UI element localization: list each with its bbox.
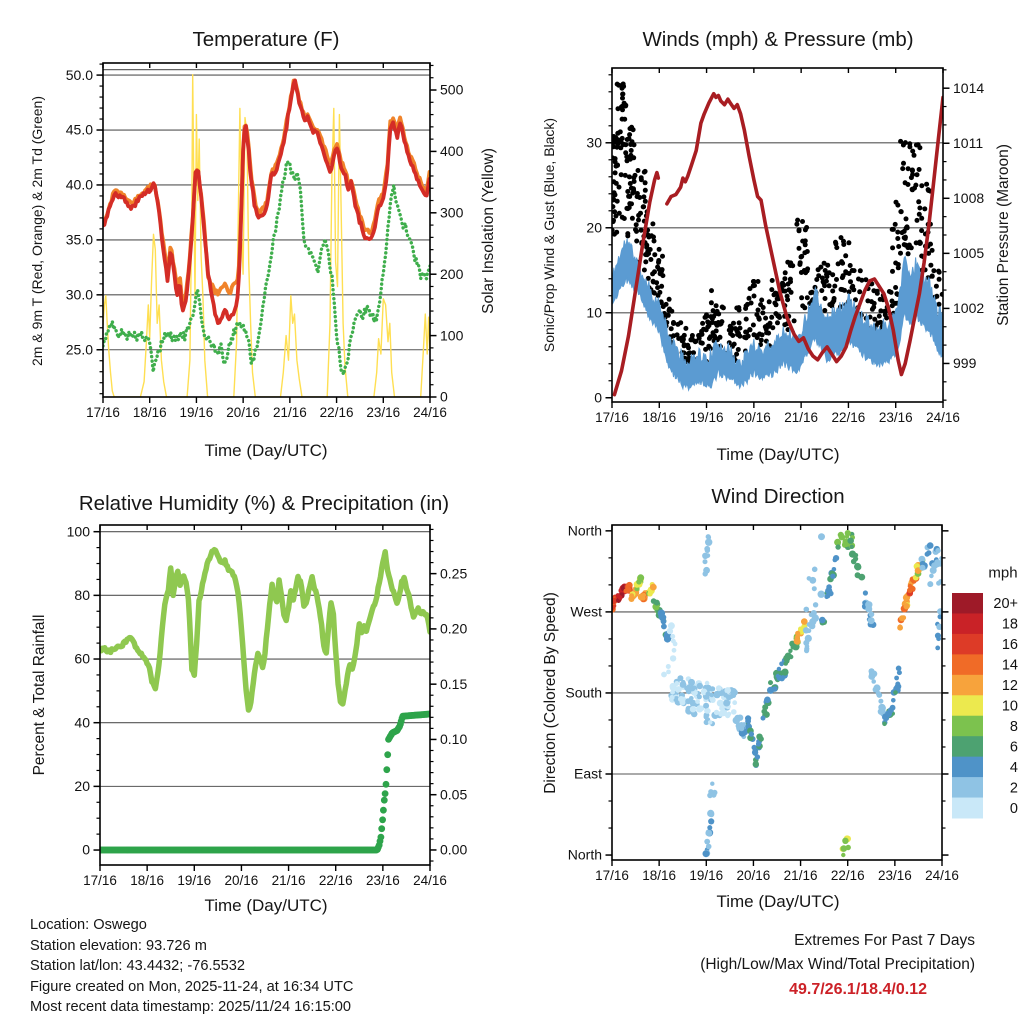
svg-text:23/16: 23/16 [365,873,400,888]
svg-text:100: 100 [66,523,90,540]
svg-text:300: 300 [440,204,464,221]
svg-text:23/16: 23/16 [366,405,401,420]
humidity-xaxis-label: Time (Day/UTC) [204,896,328,915]
svg-text:17/16: 17/16 [83,873,117,888]
svg-text:22/16: 22/16 [830,868,865,883]
wind-direction-scatter [609,530,944,857]
svg-text:25.0: 25.0 [65,341,93,358]
svg-text:16: 16 [1001,637,1018,654]
svg-text:19/16: 19/16 [179,405,214,420]
footer-location: Location: Oswego [30,917,147,933]
svg-text:30: 30 [586,134,602,151]
svg-text:35.0: 35.0 [65,231,93,248]
svg-text:North: North [567,522,602,539]
svg-text:24/16: 24/16 [926,410,960,425]
svg-text:100: 100 [440,327,464,344]
svg-text:18/16: 18/16 [132,405,167,420]
svg-text:22/16: 22/16 [319,405,354,420]
svg-text:60: 60 [74,650,90,667]
wind-direction-xaxis-label: Time (Day/UTC) [716,892,840,911]
svg-text:40.0: 40.0 [65,176,93,193]
svg-text:22/16: 22/16 [831,410,866,425]
svg-text:8: 8 [1009,718,1018,735]
svg-text:21/16: 21/16 [783,868,818,883]
colorbar-title: mph [988,564,1018,582]
speed-colorbar [952,593,1018,819]
svg-text:19/16: 19/16 [177,873,212,888]
temperature-yleft-label: 2m & 9m T (Red, Orange) & 2m Td (Green) [29,96,45,366]
svg-text:1014: 1014 [953,79,985,96]
winds-yright-label: Station Pressure (Maroon) [995,144,1012,326]
extremes-subheading: (High/Low/Max Wind/Total Precipitation) [700,956,975,973]
svg-text:18/16: 18/16 [642,410,677,425]
svg-text:2: 2 [1009,780,1018,797]
svg-text:10: 10 [1001,698,1018,715]
svg-text:18/16: 18/16 [642,868,677,883]
svg-text:0: 0 [594,389,602,406]
svg-text:20/16: 20/16 [226,405,261,420]
svg-text:14: 14 [1001,657,1018,674]
svg-text:45.0: 45.0 [65,121,93,138]
svg-text:East: East [573,765,602,782]
svg-text:200: 200 [440,265,464,282]
wind-direction-chart-title: Wind Direction [711,485,845,508]
svg-text:0: 0 [440,388,448,405]
svg-text:West: West [570,603,602,620]
relative-humidity [100,550,430,710]
svg-text:17/16: 17/16 [595,868,629,883]
temperature-xaxis-label: Time (Day/UTC) [204,441,328,460]
svg-text:1011: 1011 [953,134,984,151]
svg-text:30.0: 30.0 [65,286,93,303]
relative-humidity-precipitation-in-chart [67,523,468,888]
svg-text:20+: 20+ [993,596,1018,613]
wind-direction-yleft-label: Direction (Colored By Speed) [542,592,559,794]
svg-text:21/16: 21/16 [271,873,306,888]
svg-text:17/16: 17/16 [86,405,120,420]
svg-text:17/16: 17/16 [595,410,629,425]
svg-text:24/16: 24/16 [925,868,959,883]
svg-text:0.10: 0.10 [440,731,468,748]
svg-text:North: North [567,846,602,863]
svg-text:4: 4 [1009,759,1018,776]
humidity-chart-title: Relative Humidity (%) & Precipitation (in) [78,492,450,515]
svg-text:21/16: 21/16 [784,410,819,425]
svg-text:18/16: 18/16 [130,873,165,888]
svg-text:23/16: 23/16 [877,868,912,883]
svg-text:19/16: 19/16 [689,868,724,883]
svg-text:19/16: 19/16 [689,410,724,425]
svg-text:20/16: 20/16 [736,868,771,883]
winds-chart-title: Winds (mph) & Pressure (mb) [642,28,914,51]
temperature-chart-title: Temperature (F) [192,28,340,51]
svg-text:0.05: 0.05 [440,786,468,803]
svg-text:0: 0 [82,841,90,858]
svg-text:20: 20 [586,219,602,236]
svg-text:50.0: 50.0 [65,66,93,83]
footer-latlon: Station lat/lon: 43.4432; -76.5532 [30,958,246,974]
svg-text:1005: 1005 [953,245,985,262]
footer-timestamp: Most recent data timestamp: 2025/11/24 16:15:00 [30,999,351,1015]
svg-text:20/16: 20/16 [224,873,259,888]
svg-text:24/16: 24/16 [413,873,447,888]
svg-text:0.25: 0.25 [440,565,468,582]
svg-text:0.15: 0.15 [440,675,468,692]
svg-text:1008: 1008 [953,189,985,206]
svg-text:0.00: 0.00 [440,841,468,858]
svg-text:21/16: 21/16 [272,405,307,420]
svg-text:400: 400 [440,143,464,160]
svg-text:South: South [565,684,602,701]
svg-text:24/16: 24/16 [413,405,447,420]
svg-text:10: 10 [586,304,602,321]
winds-xaxis-label: Time (Day/UTC) [716,445,840,464]
svg-text:18: 18 [1001,616,1018,633]
svg-text:12: 12 [1001,678,1018,695]
winds-yleft-label: Sonic/Prop Wind & Gust (Blue, Black) [541,117,557,353]
footer-created: Figure created on Mon, 2025-11-24, at 16:34 UTC [30,979,354,995]
svg-text:1002: 1002 [953,300,985,317]
svg-text:23/16: 23/16 [878,410,913,425]
solar-insolation [103,75,430,397]
svg-text:40: 40 [74,714,90,731]
temperature-yright-label: Solar Insolation (Yellow) [480,148,497,314]
wind-directionchart [565,523,1018,883]
extremes-values: 49.7/26.1/18.4/0.12 [789,981,927,998]
svg-text:6: 6 [1009,739,1018,756]
humidity-yleft-label: Percent & Total Rainfall [31,614,48,776]
svg-text:0: 0 [1009,800,1018,817]
winds-mph-pressure-mb-chart [586,68,984,425]
svg-text:20/16: 20/16 [736,410,771,425]
total-rainfall [97,711,433,854]
footer-elevation: Station elevation: 93.726 m [30,938,207,954]
extremes-heading: Extremes For Past 7 Days [794,932,975,949]
svg-text:22/16: 22/16 [318,873,353,888]
svg-text:0.20: 0.20 [440,620,468,637]
temperature-f-chart [66,63,464,420]
svg-text:20: 20 [74,778,90,795]
svg-text:999: 999 [953,355,977,372]
svg-text:500: 500 [440,81,464,98]
svg-text:80: 80 [74,587,90,604]
